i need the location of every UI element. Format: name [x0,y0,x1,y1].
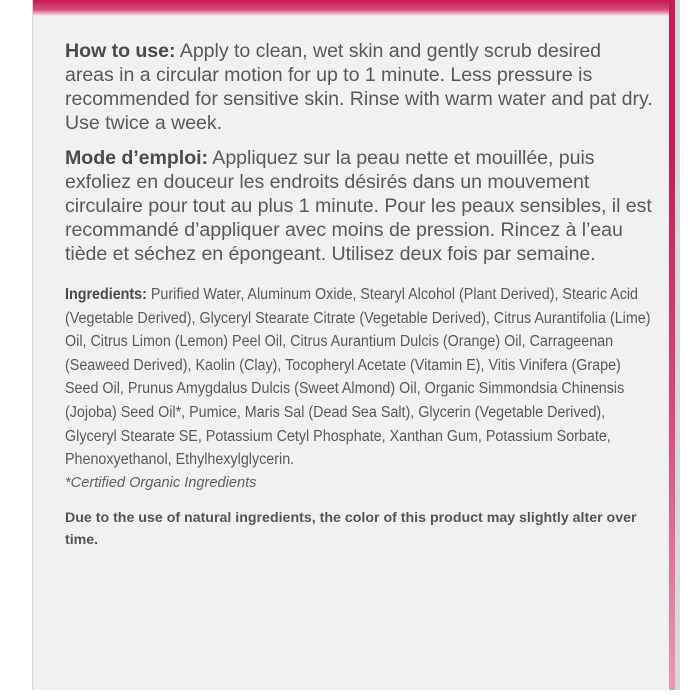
how-to-use-text: Apply to clean, wet skin and gently scrub desired areas in a circular motion for up to 1 minute. Less pressure is recommended for sensitive skin. Rinse with warm water and pat dry. Use twice a week. [65,40,653,134]
how-to-use-label: How to use: [65,40,176,62]
ingredients-text: Purified Water, Aluminum Oxide, Stearyl Alcohol (Plant Derived), Stearic Acid (Vegetable Derived), Glyceryl Stearate Citrate (Vegetable Derived), Citrus Aurantifolia (Lime) Oil, Citrus Limon (Lemon) Peel Oil, Citrus Aurantium Dulcis (Orange) Oil, Carrageenan (Seaweed Derived), Kaolin (Clay), Tocopheryl Acetate (Vitamin E), Vitis Vinifera (Grape) Seed Oil, Prunus Amygdalus Dulcis (Sweet Almond) Oil, Organic Simmondsia Chinensis (Jojoba) Seed Oil*, Pumice, Maris Sal (Dead Sea Salt), Glycerin (Vegetable Derived), Glyceryl Stearate SE, Potassium Cetyl Phosphate, Xanthan Gum, Potassium Sorbate, Phenoxyethanol, Ethylhexylglycerin. [65,286,651,469]
color-disclaimer: Due to the use of natural ingredients, the color of this product may slightly alter over time. [65,509,637,548]
pink-top-edge [33,0,680,16]
ingredients-paragraph [65,283,655,472]
how-to-use-paragraph [65,39,655,135]
mode-emploi-text: Appliquez sur la peau nette et mouillée, puis exfoliez en douceur les endroits désirés dans un mouvement circulaire pour tout au plus 1 minute. Pour les peaux sensibles, il est recommandé d’appliquer avec moins de pression. Rincez à l’eau tiède et séchez en épongeant. Utilisez deux fois par semaine. [65,147,652,265]
package-panel [32,0,680,690]
mode-emploi-paragraph [65,146,655,266]
pink-side-edge [669,0,675,690]
mode-emploi-label: Mode d’emploi: [65,147,208,169]
certified-organic-note: *Certified Organic Ingredients [65,474,257,491]
ingredients-label: Ingredients: [65,286,147,303]
label-content [65,39,655,551]
